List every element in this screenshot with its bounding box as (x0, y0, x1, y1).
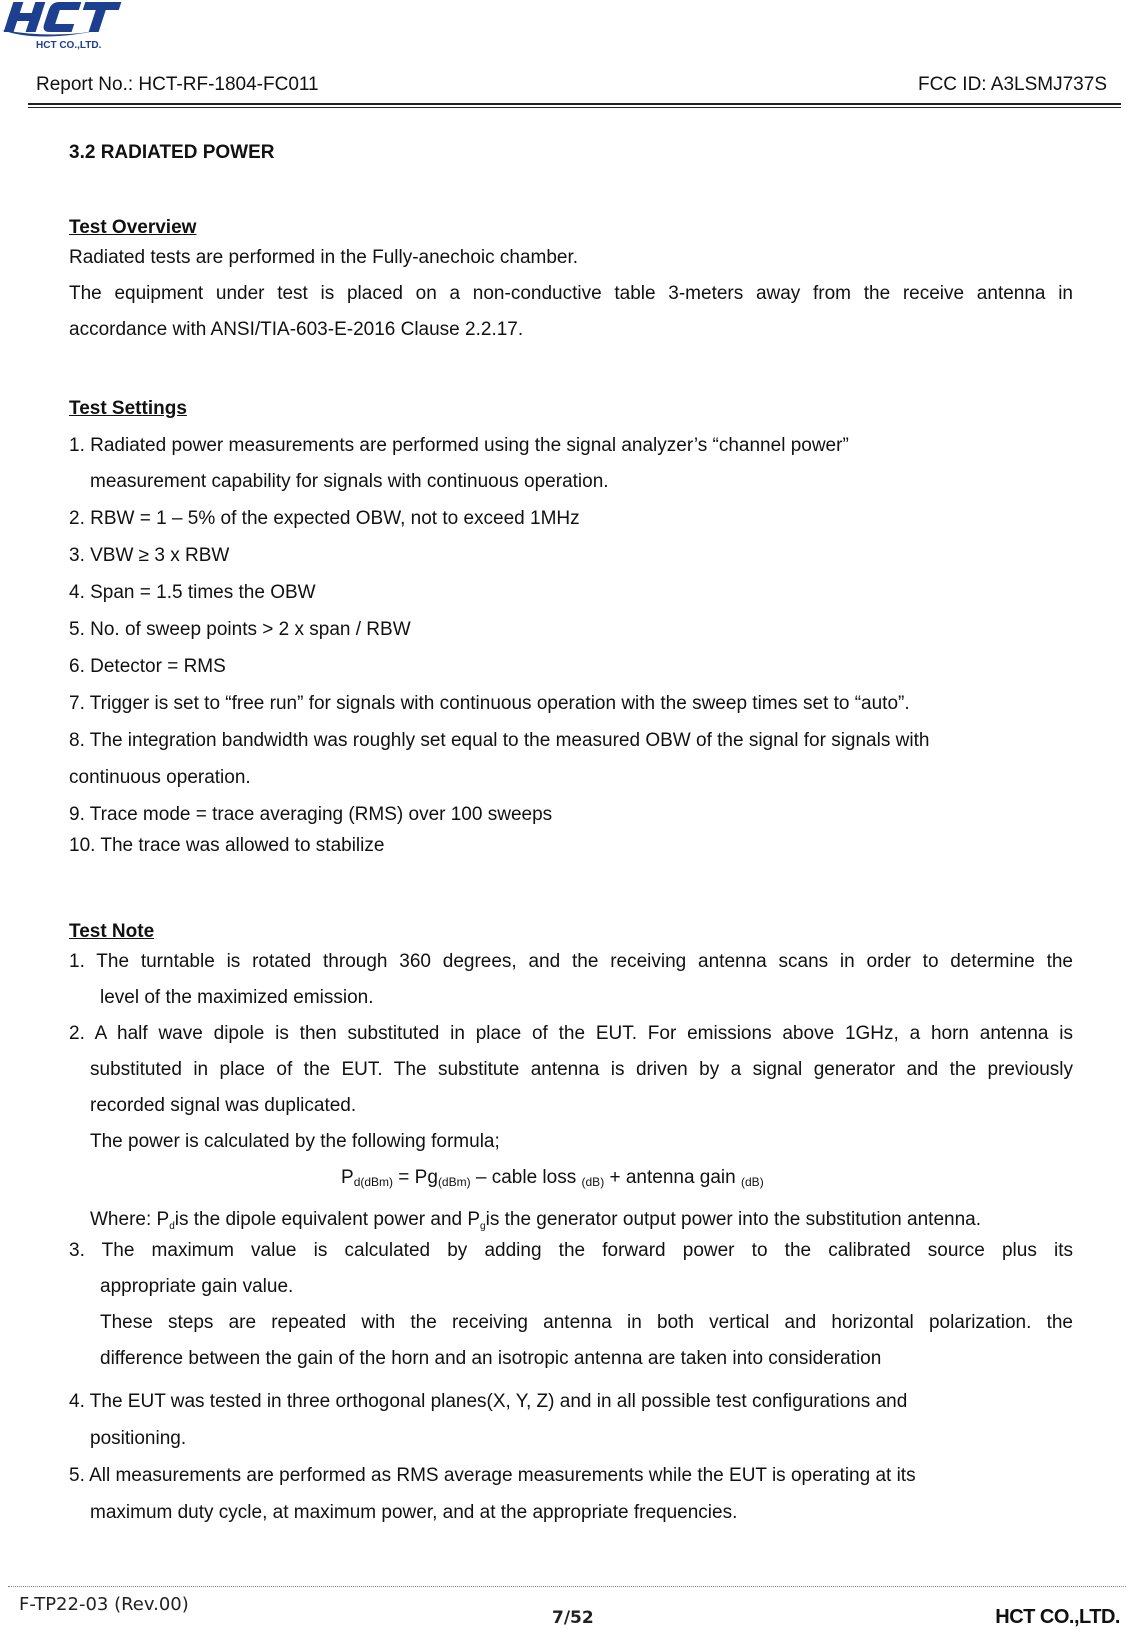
where-a-sub: d (169, 1221, 175, 1232)
note-item-5: 5. All measurements are performed as RMS average measurements while the EUT is operating at its (69, 1465, 916, 1486)
settings-item-1: 1. Radiated power measurements are performed using the signal analyzer’s “channel power” (69, 435, 849, 456)
power-formula (341, 1167, 764, 1193)
formula-pg-sub: (dBm) (437, 1175, 471, 1189)
overview-paragraph-1: Radiated tests are performed in the Fully-anechoic chamber. (69, 247, 579, 268)
overview-heading: Test Overview (69, 217, 197, 238)
note-item-2: 2. A half wave dipole is then substituted in place of the EUT. For emissions above 1GHz, a horn antenna is (69, 1023, 1073, 1044)
settings-item-1-cont: measurement capability for signals with continuous operation. (90, 471, 609, 492)
note-item-2-cont-1: substituted in place of the EUT. The substitute antenna is driven by a signal generator and the previously (90, 1059, 1073, 1080)
section-title: 3.2 RADIATED POWER (69, 142, 275, 163)
settings-item-5: 5. No. of sweep points > 2 x span / RBW (69, 619, 411, 640)
note-item-4-cont: positioning. (90, 1428, 187, 1449)
formula-ant: + antenna gain (604, 1167, 742, 1188)
logo-sub-text: HCT CO.,LTD. (36, 40, 102, 51)
formula-cable: – cable loss (470, 1167, 582, 1188)
where-b: is the dipole equivalent power and P (174, 1209, 481, 1230)
note-item-3: 3. The maximum value is calculated by adding the forward power to the calibrated source plus its (69, 1240, 1073, 1261)
note-heading: Test Note (69, 921, 155, 942)
fcc-id: FCC ID: A3LSMJ737S (917, 74, 1107, 95)
settings-item-4: 4. Span = 1.5 times the OBW (69, 582, 316, 603)
note-item-1: 1. The turntable is rotated through 360 degrees, and the receiving antenna scans in order to determine the (69, 951, 1073, 972)
formula-pd: P (341, 1167, 354, 1188)
formula-where (90, 1209, 981, 1238)
note-item-5-cont: maximum duty cycle, at maximum power, and at the appropriate frequencies. (90, 1502, 738, 1523)
settings-item-2: 2. RBW = 1 – 5% of the expected OBW, not to exceed 1MHz (69, 508, 580, 529)
note-item-3-cont-3: difference between the gain of the horn and an isotropic antenna are taken into consideration (100, 1348, 882, 1369)
footer-brand: HCT CO.,LTD. (995, 1606, 1120, 1628)
note-item-2-cont-3: The power is calculated by the following formula; (90, 1131, 500, 1152)
page-number: 7/52 (552, 1608, 594, 1628)
hct-logo (0, 0, 160, 58)
note-item-4: 4. The EUT was tested in three orthogonal planes(X, Y, Z) and in all possible test configurations and (69, 1391, 908, 1412)
header-rule (28, 103, 1121, 105)
note-item-3-cont-1: appropriate gain value. (100, 1276, 294, 1297)
header-rule-thin (28, 107, 1121, 108)
formula-cable-sub: (dB) (581, 1175, 605, 1189)
note-item-2-cont-2: recorded signal was duplicated. (90, 1095, 357, 1116)
overview-paragraph-2b: accordance with ANSI/TIA-603-E-2016 Clause 2.2.17. (69, 319, 524, 340)
footer-rule (8, 1586, 1126, 1587)
note-item-1-cont: level of the maximized emission. (100, 987, 374, 1008)
where-c: is the generator output power into the substitution antenna. (485, 1209, 981, 1230)
note-item-3-cont-2: These steps are repeated with the receiving antenna in both vertical and horizontal polarization. the (100, 1312, 1073, 1333)
formula-ant-sub: (dB) (741, 1175, 764, 1189)
overview-paragraph-2a: The equipment under test is placed on a non-conductive table 3-meters away from the receive antenna in (69, 283, 1073, 304)
settings-item-9: 9. Trace mode = trace averaging (RMS) over 100 sweeps (69, 804, 553, 825)
settings-item-7: 7. Trigger is set to “free run” for signals with continuous operation with the sweep times set to “auto”. (69, 693, 910, 714)
settings-heading: Test Settings (69, 398, 187, 419)
settings-item-8: 8. The integration bandwidth was roughly set equal to the measured OBW of the signal for signals with (69, 730, 930, 751)
settings-item-8-cont: continuous operation. (69, 767, 251, 788)
settings-item-3: 3. VBW ≥ 3 x RBW (69, 545, 230, 566)
report-number: Report No.: HCT-RF-1804-FC011 (36, 74, 319, 95)
form-id: F-TP22-03 (Rev.00) (19, 1594, 189, 1615)
settings-item-6: 6. Detector = RMS (69, 656, 226, 677)
formula-pg: = Pg (393, 1167, 438, 1188)
settings-item-10: 10. The trace was allowed to stabilize (69, 835, 385, 856)
where-a: Where: P (90, 1209, 170, 1230)
formula-pd-sub: d(dBm) (353, 1175, 394, 1189)
where-b-sub: g (480, 1221, 486, 1232)
